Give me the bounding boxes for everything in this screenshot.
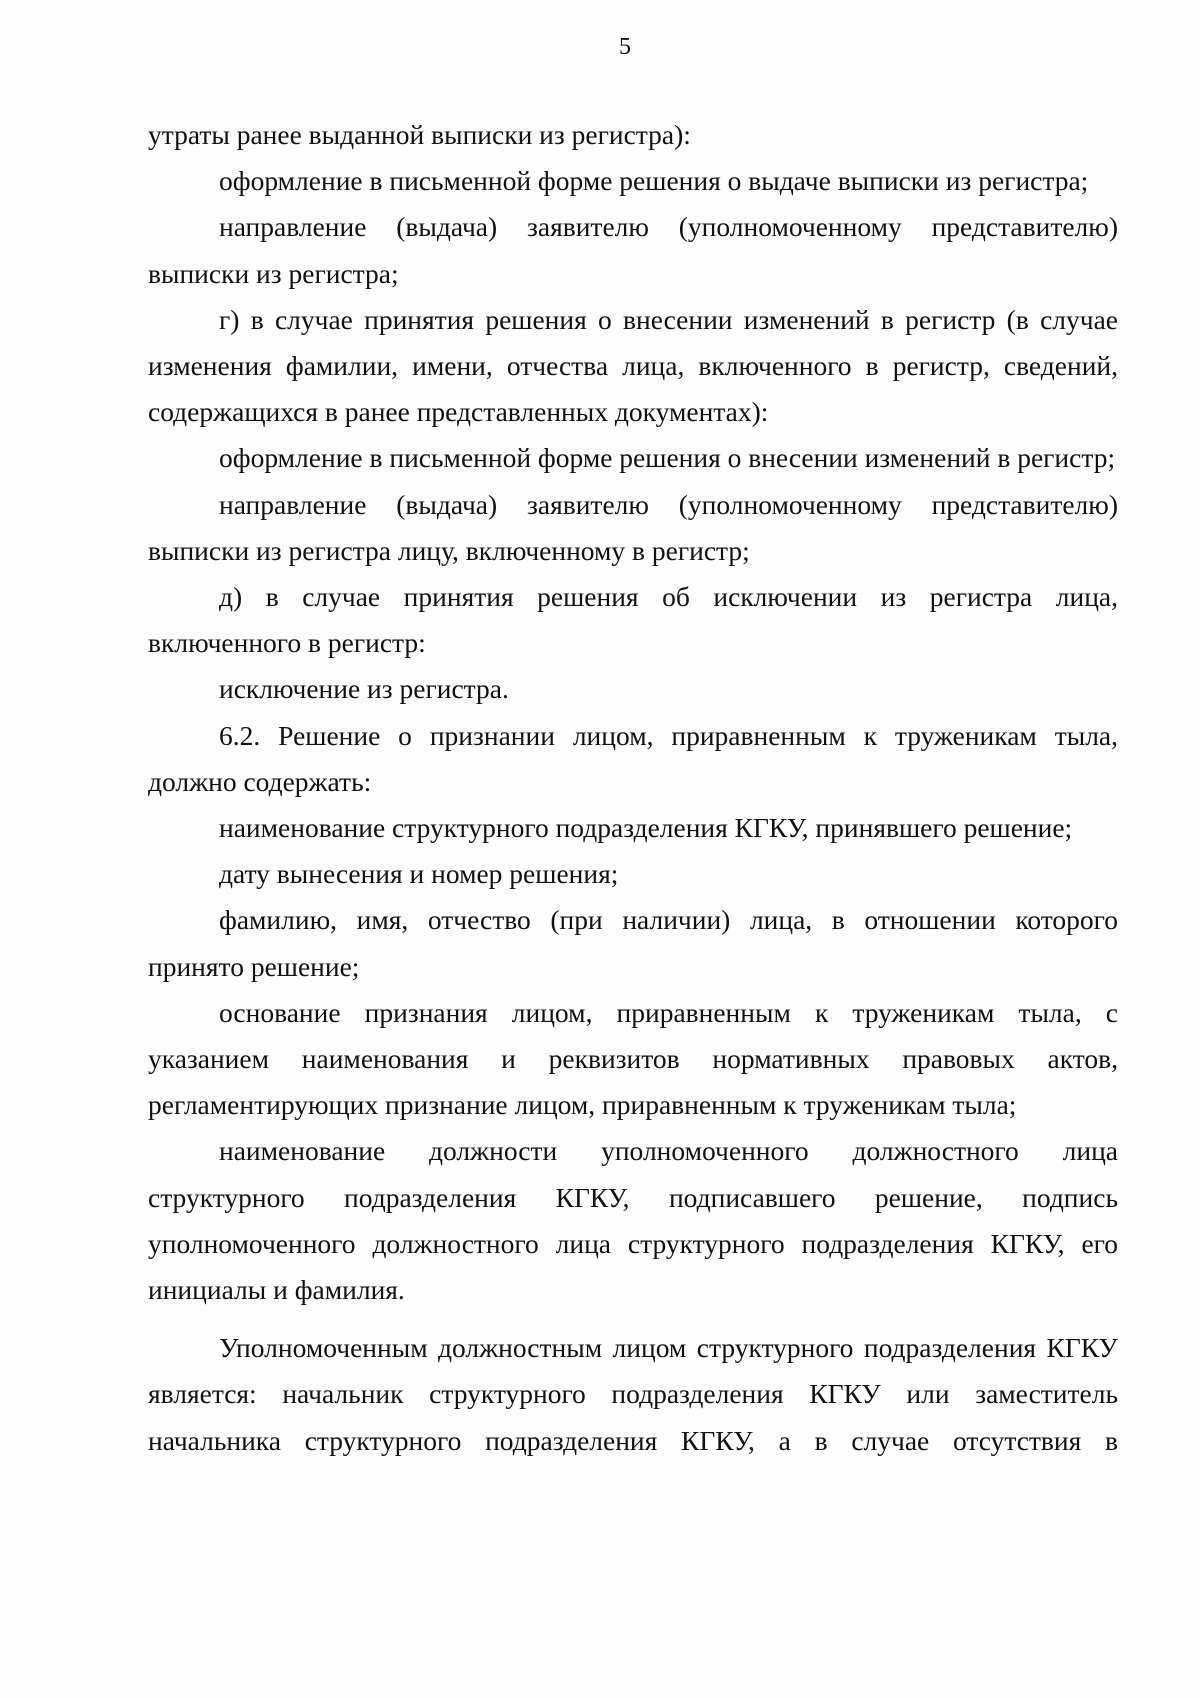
paragraph: оформление в письменной форме решения о внесении изменений в регистр; <box>219 442 1116 474</box>
paragraph: фамилию, имя, отчество (при наличии) лица, в отношении которого принято решение; <box>148 904 1118 982</box>
body-text <box>148 112 1118 1464</box>
paragraph: наименование структурного подразделения КГКУ, принявшего решение; <box>219 812 1073 844</box>
paragraph: направление (выдача) заявителю (уполномоченному представителю) выписки из регистра лицу, включенному в регистр; <box>148 488 1118 566</box>
paragraph: исключение из регистра. <box>219 673 509 705</box>
paragraph: Уполномоченным должностным лицом структурного подразделения КГКУ является: начальник структурного подразделения КГКУ или заместитель начальника структурного подразделения КГКУ, а в случае отсутствия в <box>148 1332 1118 1456</box>
page-number: 5 <box>619 34 631 60</box>
paragraph: 6.2. Решение о признании лицом, приравненным к труженикам тыла, должно содержать: <box>148 719 1118 797</box>
paragraph: г) в случае принятия решения о внесении изменений в регистр (в случае изменения фамилии, имени, отчества лица, включенного в регистр, сведений, содержащихся в ранее представленных документах): <box>148 303 1118 428</box>
paragraph: утраты ранее выданной выписки из регистра): <box>148 119 691 150</box>
paragraph: д) в случае принятия решения об исключении из регистра лица, включенного в регистр: <box>148 581 1118 659</box>
paragraph: дату вынесения и номер решения; <box>219 858 619 890</box>
paragraph: основание признания лицом, приравненным к труженикам тыла, с указанием наименования и реквизитов нормативных правовых актов, регламентирующих признание лицом, приравненным к труженикам тыла; <box>148 996 1118 1121</box>
paragraph: оформление в письменной форме решения о выдаче выписки из регистра; <box>219 165 1089 197</box>
paragraph: направление (выдача) заявителю (уполномоченному представителю) выписки из регистра; <box>148 211 1118 289</box>
paragraph: наименование должности уполномоченного должностного лица структурного подразделения КГКУ, подписавшего решение, подпись уполномоченного должностного лица структурного подразделения КГКУ, его инициалы и фамилия. <box>148 1135 1118 1306</box>
